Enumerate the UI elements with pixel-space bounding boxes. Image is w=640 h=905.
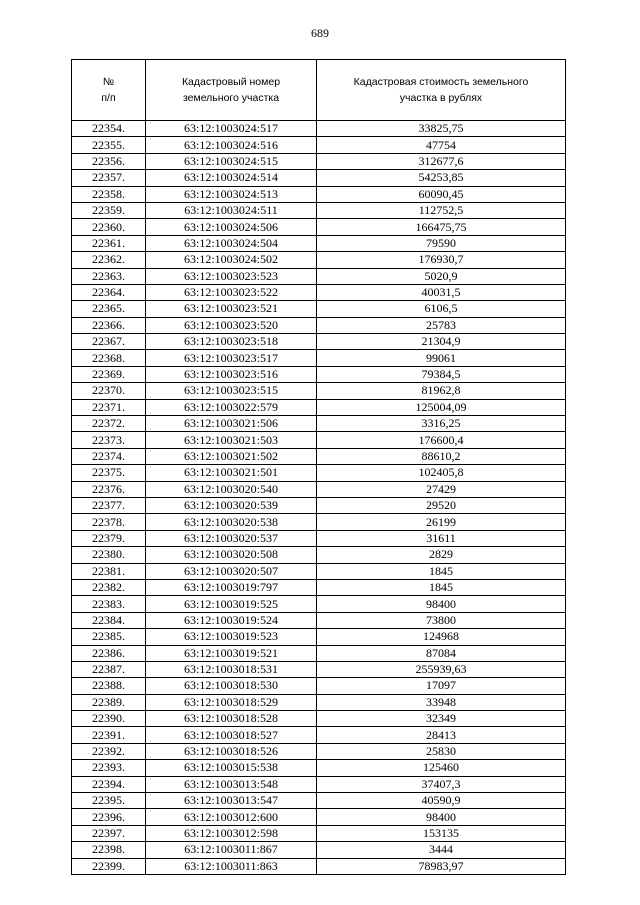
cadastral-value: 112752,5	[317, 202, 566, 218]
row-number: 22375.	[72, 465, 146, 481]
row-number: 22397.	[72, 825, 146, 841]
row-number: 22368.	[72, 350, 146, 366]
cadastral-value: 32349	[317, 711, 566, 727]
cadastral-value: 17097	[317, 678, 566, 694]
cadastral-number: 63:12:1003013:547	[146, 793, 317, 809]
cadastral-value: 47754	[317, 137, 566, 153]
cadastral-number: 63:12:1003022:579	[146, 399, 317, 415]
row-number: 22392.	[72, 743, 146, 759]
cadastral-value: 1845	[317, 563, 566, 579]
row-number: 22357.	[72, 170, 146, 186]
cadastral-value: 98400	[317, 596, 566, 612]
cadastral-number: 63:12:1003018:526	[146, 743, 317, 759]
table-row	[72, 186, 566, 202]
cadastral-value-table	[71, 59, 566, 875]
table-row	[72, 383, 566, 399]
cadastral-value: 3444	[317, 842, 566, 858]
table-row	[72, 317, 566, 333]
cadastral-number: 63:12:1003020:538	[146, 514, 317, 530]
table-row	[72, 366, 566, 382]
header-number-line-1: №	[102, 76, 115, 88]
table-row	[72, 579, 566, 595]
cadastral-number: 63:12:1003023:522	[146, 284, 317, 300]
cadastral-number: 63:12:1003018:528	[146, 711, 317, 727]
header-cadastral-number	[146, 60, 317, 121]
cadastral-value: 81962,8	[317, 383, 566, 399]
cadastral-value: 25830	[317, 743, 566, 759]
row-number: 22371.	[72, 399, 146, 415]
cadastral-value: 25783	[317, 317, 566, 333]
header-number-line-2: п/п	[101, 92, 116, 104]
row-number: 22386.	[72, 645, 146, 661]
table-row	[72, 416, 566, 432]
row-number: 22381.	[72, 563, 146, 579]
header-row	[72, 60, 566, 121]
cadastral-number: 63:12:1003019:525	[146, 596, 317, 612]
row-number: 22361.	[72, 235, 146, 251]
cadastral-value: 29520	[317, 497, 566, 513]
table-row	[72, 497, 566, 513]
row-number: 22367.	[72, 334, 146, 350]
cadastral-value: 79384,5	[317, 366, 566, 382]
row-number: 22384.	[72, 612, 146, 628]
cadastral-number: 63:12:1003024:502	[146, 252, 317, 268]
row-number: 22383.	[72, 596, 146, 612]
cadastral-value: 3316,25	[317, 416, 566, 432]
row-number: 22391.	[72, 727, 146, 743]
cadastral-number: 63:12:1003023:521	[146, 301, 317, 317]
row-number: 22365.	[72, 301, 146, 317]
cadastral-value: 5020,9	[317, 268, 566, 284]
table-row	[72, 121, 566, 137]
table-row	[72, 481, 566, 497]
table-row	[72, 268, 566, 284]
cadastral-value: 312677,6	[317, 153, 566, 169]
cadastral-value: 124968	[317, 629, 566, 645]
row-number: 22374.	[72, 448, 146, 464]
cadastral-value: 28413	[317, 727, 566, 743]
cadastral-value: 6106,5	[317, 301, 566, 317]
row-number: 22399.	[72, 858, 146, 874]
row-number: 22355.	[72, 137, 146, 153]
cadastral-number: 63:12:1003018:531	[146, 661, 317, 677]
cadastral-number: 63:12:1003024:511	[146, 202, 317, 218]
row-number: 22376.	[72, 481, 146, 497]
cadastral-number: 63:12:1003012:598	[146, 825, 317, 841]
cadastral-number: 63:12:1003024:504	[146, 235, 317, 251]
table-row	[72, 727, 566, 743]
table-row	[72, 301, 566, 317]
table-row	[72, 252, 566, 268]
cadastral-number: 63:12:1003020:539	[146, 497, 317, 513]
table-row	[72, 350, 566, 366]
header-cadastral-value-line-2: участка в рублях	[399, 92, 483, 104]
cadastral-value: 21304,9	[317, 334, 566, 350]
table-row	[72, 530, 566, 546]
row-number: 22373.	[72, 432, 146, 448]
row-number: 22379.	[72, 530, 146, 546]
row-number: 22378.	[72, 514, 146, 530]
table-row	[72, 612, 566, 628]
row-number: 22387.	[72, 661, 146, 677]
table-row	[72, 711, 566, 727]
row-number: 22372.	[72, 416, 146, 432]
cadastral-number: 63:12:1003019:524	[146, 612, 317, 628]
header-number	[72, 60, 146, 121]
cadastral-value: 2829	[317, 547, 566, 563]
row-number: 22382.	[72, 579, 146, 595]
row-number: 22377.	[72, 497, 146, 513]
cadastral-number: 63:12:1003012:600	[146, 809, 317, 825]
row-number: 22370.	[72, 383, 146, 399]
cadastral-value: 40590,9	[317, 793, 566, 809]
cadastral-value: 125004,09	[317, 399, 566, 415]
table-row	[72, 776, 566, 792]
row-number: 22388.	[72, 678, 146, 694]
cadastral-number: 63:12:1003011:863	[146, 858, 317, 874]
cadastral-value: 87084	[317, 645, 566, 661]
header-cadastral-number-line-2: земельного участка	[182, 92, 280, 104]
cadastral-value: 125460	[317, 760, 566, 776]
cadastral-number: 63:12:1003019:797	[146, 579, 317, 595]
table-row	[72, 809, 566, 825]
row-number: 22396.	[72, 809, 146, 825]
row-number: 22395.	[72, 793, 146, 809]
cadastral-value: 176930,7	[317, 252, 566, 268]
table-row	[72, 694, 566, 710]
cadastral-value: 153135	[317, 825, 566, 841]
table-row	[72, 825, 566, 841]
table-row	[72, 563, 566, 579]
cadastral-number: 63:12:1003019:523	[146, 629, 317, 645]
row-number: 22358.	[72, 186, 146, 202]
table-row	[72, 743, 566, 759]
cadastral-number: 63:12:1003011:867	[146, 842, 317, 858]
row-number: 22390.	[72, 711, 146, 727]
cadastral-value: 37407,3	[317, 776, 566, 792]
cadastral-value: 98400	[317, 809, 566, 825]
table-row	[72, 842, 566, 858]
cadastral-number: 63:12:1003024:516	[146, 137, 317, 153]
cadastral-number: 63:12:1003023:517	[146, 350, 317, 366]
row-number: 22380.	[72, 547, 146, 563]
cadastral-number: 63:12:1003020:540	[146, 481, 317, 497]
table-header	[72, 60, 566, 121]
cadastral-number: 63:12:1003023:520	[146, 317, 317, 333]
cadastral-number: 63:12:1003024:517	[146, 121, 317, 137]
cadastral-number: 63:12:1003023:518	[146, 334, 317, 350]
table-row	[72, 514, 566, 530]
cadastral-number: 63:12:1003020:537	[146, 530, 317, 546]
cadastral-number: 63:12:1003018:527	[146, 727, 317, 743]
table-row	[72, 793, 566, 809]
cadastral-number: 63:12:1003018:530	[146, 678, 317, 694]
row-number: 22394.	[72, 776, 146, 792]
cadastral-number: 63:12:1003024:514	[146, 170, 317, 186]
cadastral-number: 63:12:1003021:501	[146, 465, 317, 481]
cadastral-value: 31611	[317, 530, 566, 546]
row-number: 22362.	[72, 252, 146, 268]
row-number: 22389.	[72, 694, 146, 710]
cadastral-number: 63:12:1003021:503	[146, 432, 317, 448]
row-number: 22385.	[72, 629, 146, 645]
cadastral-value: 40031,5	[317, 284, 566, 300]
table-row	[72, 596, 566, 612]
table-row	[72, 547, 566, 563]
table-row	[72, 661, 566, 677]
row-number: 22359.	[72, 202, 146, 218]
row-number: 22369.	[72, 366, 146, 382]
table-body	[72, 121, 566, 875]
cadastral-number: 63:12:1003024:506	[146, 219, 317, 235]
row-number: 22366.	[72, 317, 146, 333]
table-row	[72, 448, 566, 464]
row-number: 22398.	[72, 842, 146, 858]
table-row	[72, 137, 566, 153]
table-row	[72, 284, 566, 300]
cadastral-value: 33825,75	[317, 121, 566, 137]
table-row	[72, 170, 566, 186]
cadastral-value: 102405,8	[317, 465, 566, 481]
table-row	[72, 399, 566, 415]
cadastral-value: 26199	[317, 514, 566, 530]
cadastral-value: 27429	[317, 481, 566, 497]
cadastral-number: 63:12:1003023:515	[146, 383, 317, 399]
cadastral-number: 63:12:1003023:523	[146, 268, 317, 284]
row-number: 22363.	[72, 268, 146, 284]
cadastral-number: 63:12:1003024:513	[146, 186, 317, 202]
cadastral-value: 33948	[317, 694, 566, 710]
row-number: 22354.	[72, 121, 146, 137]
row-number: 22364.	[72, 284, 146, 300]
page-number: 689	[311, 26, 329, 40]
cadastral-value: 78983,97	[317, 858, 566, 874]
table-row	[72, 334, 566, 350]
cadastral-number: 63:12:1003021:506	[146, 416, 317, 432]
header-cadastral-value-line-1: Кадастровая стоимость земельного	[353, 76, 529, 88]
row-number: 22360.	[72, 219, 146, 235]
table-row	[72, 432, 566, 448]
table-row	[72, 219, 566, 235]
cadastral-number: 63:12:1003020:508	[146, 547, 317, 563]
cadastral-number: 63:12:1003019:521	[146, 645, 317, 661]
table-row	[72, 465, 566, 481]
row-number: 22393.	[72, 760, 146, 776]
table-row	[72, 629, 566, 645]
header-cadastral-value	[317, 60, 566, 121]
cadastral-value: 79590	[317, 235, 566, 251]
cadastral-number: 63:12:1003021:502	[146, 448, 317, 464]
table-row	[72, 153, 566, 169]
row-number: 22356.	[72, 153, 146, 169]
header-cadastral-number-line-1: Кадастровый номер	[181, 76, 281, 88]
table-row	[72, 858, 566, 874]
cadastral-value: 60090,45	[317, 186, 566, 202]
cadastral-value: 255939,63	[317, 661, 566, 677]
table-row	[72, 235, 566, 251]
cadastral-value: 176600,4	[317, 432, 566, 448]
cadastral-value: 166475,75	[317, 219, 566, 235]
cadastral-number: 63:12:1003024:515	[146, 153, 317, 169]
cadastral-value: 54253,85	[317, 170, 566, 186]
cadastral-value: 1845	[317, 579, 566, 595]
cadastral-number: 63:12:1003015:538	[146, 760, 317, 776]
cadastral-number: 63:12:1003013:548	[146, 776, 317, 792]
cadastral-number: 63:12:1003020:507	[146, 563, 317, 579]
cadastral-value: 88610,2	[317, 448, 566, 464]
table-row	[72, 645, 566, 661]
table-row	[72, 202, 566, 218]
cadastral-value: 99061	[317, 350, 566, 366]
table-row	[72, 760, 566, 776]
cadastral-number: 63:12:1003023:516	[146, 366, 317, 382]
cadastral-number: 63:12:1003018:529	[146, 694, 317, 710]
table-row	[72, 678, 566, 694]
cadastral-value: 73800	[317, 612, 566, 628]
